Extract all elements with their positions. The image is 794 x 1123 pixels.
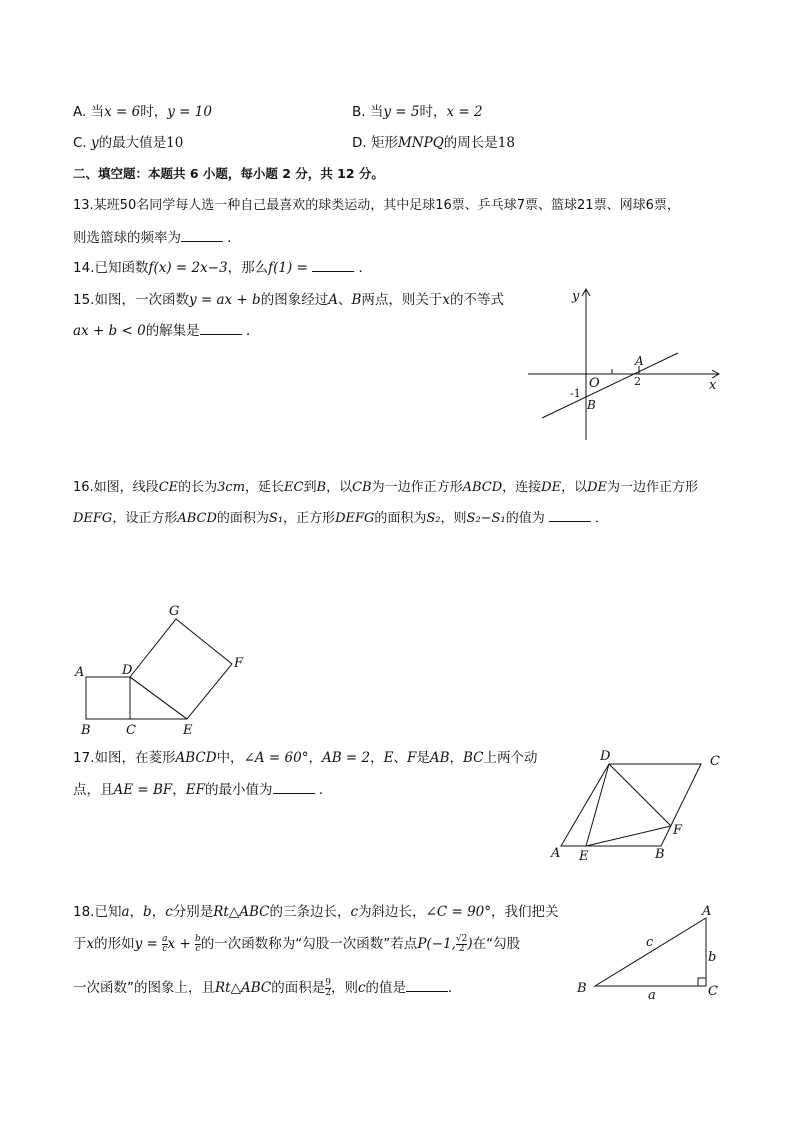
q17-figure (545, 750, 725, 865)
option-d: D. 矩形MNPQ的周长是18 (352, 135, 515, 151)
answer-blank (312, 259, 354, 272)
q16-line1: 16.如图，线段CE的长为3cm，延长EC到B，以CB为一边作正方形ABCD，连接DE，以DE为一边作正方形 (73, 480, 699, 495)
fraction-sqrt2-over-2: $\frac{√2}{2}$ (455, 933, 468, 954)
label-y: y (572, 289, 580, 304)
q15-line2: ax + b < 0的解集是 ． (73, 323, 260, 339)
label-side-c: c (646, 935, 654, 950)
q16-figure (70, 600, 260, 745)
label-2: 2 (634, 375, 641, 388)
label-o: O (589, 376, 600, 391)
label-f: F (234, 656, 244, 671)
q14: 14.已知函数f(x) = 2x−3，那么f(1) = ． (73, 260, 372, 276)
label-side-b: b (708, 950, 717, 965)
segment-de (586, 764, 609, 846)
label-g: G (169, 604, 180, 619)
fraction-9-over-2: $\frac{9}{2}$ (325, 977, 331, 998)
label-b: B (81, 723, 91, 738)
label-e: E (183, 723, 193, 738)
label-c: C (710, 754, 720, 769)
section-heading: 二、填空题：本题共 6 小题，每小题 2 分，共 12 分。 (73, 166, 384, 181)
answer-blank (181, 229, 223, 242)
q17-line2: 点，且AE = BF，EF的最小值为 ． (73, 782, 333, 798)
q13-line1: 13.某班50名同学每人选一种自己最喜欢的球类运动，其中足球16票、乒乓球7票、篮球21票、网球6票， (73, 198, 680, 213)
answer-blank (549, 509, 591, 522)
right-angle-mark (698, 978, 706, 986)
segment-de (130, 677, 187, 719)
label-a: A (75, 665, 85, 680)
option-b: B. 当y = 5时，x = 2 (352, 104, 483, 120)
q16-line2: DEFG，设正方形ABCD的面积为S₁，正方形DEFG的面积为S₂，则S₂−S₁的值为 ． (73, 511, 608, 526)
label-c: C (126, 723, 136, 738)
fraction-b-over-c: $\frac{b}{c}$ (195, 933, 201, 954)
label-a: A (702, 904, 712, 919)
segment-ef (586, 826, 671, 846)
label-f: F (673, 823, 683, 838)
label-a: A (635, 354, 644, 368)
label-b: B (587, 398, 596, 412)
label-d: D (122, 663, 133, 678)
q15-line1: 15.如图，一次函数y = ax + b的图象经过A、B两点，则关于x的不等式 (73, 292, 504, 308)
label-a: A (551, 846, 561, 861)
q18-line3: 一次函数”的图象上，且Rt△ABC的面积是 $\frac{9}{2}$ ，则c的值是 ． (73, 977, 462, 998)
option-c: C. y的最大值是10 (73, 135, 184, 151)
label-d: D (600, 749, 611, 764)
q18-line2: 于x的形如y = $\frac{a}{c}$ x + $\frac{b}{c}$ 的一次函数称为“勾股一次函数”若点P(−1, $\frac{√2}{2}$ )在“勾股 (73, 933, 521, 954)
label-b: B (655, 847, 665, 862)
label-x: x (709, 378, 717, 393)
q17-line1: 17.如图，在菱形ABCD中，∠A = 60°，AB = 2，E、F是AB，BC上两个动 (73, 750, 538, 766)
label-c: C (708, 984, 718, 999)
square-defg (130, 619, 232, 719)
answer-blank (273, 781, 315, 794)
q13-line2: 则选篮球的频率为 ． (73, 230, 241, 246)
q15-graph (525, 285, 725, 445)
q18-line1: 18.已知a，b，c分别是Rt△ABC的三条边长，c为斜边长，∠C = 90°，我们把关 (73, 904, 559, 920)
triangle-abc (595, 918, 706, 986)
fraction-a-over-c: $\frac{a}{c}$ (162, 933, 168, 954)
label-e: E (579, 849, 589, 864)
label-neg1: -1 (570, 387, 581, 400)
line-ab (542, 353, 678, 418)
square-abcd (86, 677, 130, 719)
answer-blank (406, 979, 448, 992)
answer-blank (200, 322, 242, 335)
label-b: B (577, 981, 587, 996)
option-a: A. 当x = 6时，y = 10 (73, 104, 212, 120)
q18-figure (570, 900, 740, 1010)
label-side-a: a (648, 988, 656, 1003)
segment-df (609, 764, 671, 826)
